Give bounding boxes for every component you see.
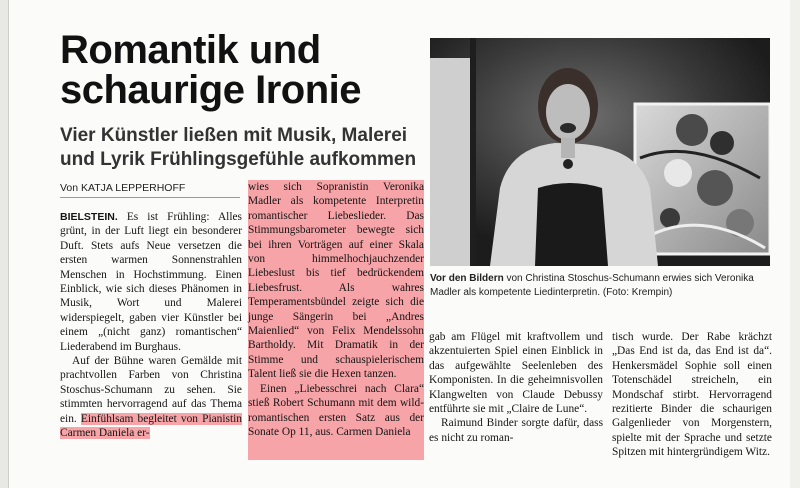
caption-text: von Christina Stoschus-Schumann erwies sich Veronika Madler als kompetente Liedinterpretin. (Foto: Krempin) bbox=[430, 273, 754, 298]
paragraph-intro bbox=[60, 210, 242, 354]
paragraph: tisch wurde. Der Rabe krächzt „Das End ist da, das End ist da“. Henkersmädel Sophie soll einen Totenschädel streicheln, ein Mondschaf stirbt. Hervorragend rezitierte Binder die schaurigen Galgenlieder von Morgenstern, spielte mit der Sprache und setzte Spitzen mit hintergründigem Witz. bbox=[612, 331, 772, 459]
scan-edge-left bbox=[0, 0, 9, 488]
paragraph-text: Es ist Frühling: Alles grünt, in der Luft liegt ein besonderer Duft. Stets aufs Neue versetzen die ersten warmen Sonnenstrahlen Menschen in Hochstimmung. Einen Einblick, wie sich dieses Phänomen in Musik, Wort und Malerei widerspiegelt, gaben vier Künstler bei einem „(nicht ganz) romantischen“ Liederabend im Burghaus. bbox=[60, 211, 242, 353]
left-painting bbox=[430, 58, 470, 266]
paragraph bbox=[60, 354, 242, 440]
article-column-4 bbox=[612, 330, 772, 470]
dateline: BIELSTEIN. bbox=[60, 211, 118, 223]
paragraph-text: Carmen Daniela bbox=[336, 425, 411, 438]
article-column-3 bbox=[429, 330, 603, 470]
highlighted-text: Einen „Liebesschrei nach Clara“ stieß Robert Schumann mit dem wild-romantischen ersten Satz aus der Sonate Op 11, aus. bbox=[248, 382, 424, 438]
paragraph-text: Auf der Bühne waren Gemälde mit prachtvollen Farben von Christina Stoschus-Schumann zu sehen. Sie stimmten hervorragend auf das Thema ein. bbox=[60, 355, 242, 425]
byline-rule bbox=[60, 197, 240, 198]
highlighted-text: Einfühlsam begleitet von Pianistin Carmen Daniela er- bbox=[60, 412, 242, 440]
paragraph: Raimund Binder sorgte dafür, dass es nicht zu roman- bbox=[429, 417, 603, 444]
scan-edge-right bbox=[790, 0, 800, 488]
photo-caption bbox=[430, 272, 775, 299]
article-column-1 bbox=[60, 210, 242, 470]
paragraph-highlighted: wies sich Sopranistin Veronika Madler als kompetente Interpretin romantischer Liebeslieder. Das Stimmungsbarometer bewegte sich bei ihren Vorträgen auf einer Skala von himmelhochjauchzender Liebeslust bis tief bedrückendem Liebesfrust. Als wahres Temperamentsbündel zeigte sich die junge Sängerin bei „Andres Maienlied“ von Felix Mendelssohn Bartholdy. Mit Dramatik in der Stimme und schauspielerischem Talent ließ sie die Hexen tanzen. bbox=[248, 181, 424, 381]
paragraph bbox=[248, 382, 424, 440]
subheadline: Vier Künstler ließen mit Musik, Malerei und Lyrik Frühlingsgefühle aufkommen bbox=[60, 125, 417, 170]
concert-photo bbox=[430, 38, 770, 266]
easel-painting bbox=[635, 104, 770, 254]
headline: Romantik und schaurige Ironie bbox=[60, 28, 361, 112]
byline: Von KATJA LEPPERHOFF bbox=[60, 182, 186, 194]
photo-illustration bbox=[430, 38, 770, 266]
caption-lead: Vor den Bildern bbox=[430, 273, 504, 284]
article-column-2 bbox=[248, 180, 424, 470]
paragraph: gab am Flügel mit kraftvollem und akzentuierten Spiel einen Einblick in das aufgewählte Seelenleben des Komponisten. In die geheimnisvollen Klangwelten von Claude Debussy entführte sie mit „Claire de Lune“. bbox=[429, 331, 603, 416]
